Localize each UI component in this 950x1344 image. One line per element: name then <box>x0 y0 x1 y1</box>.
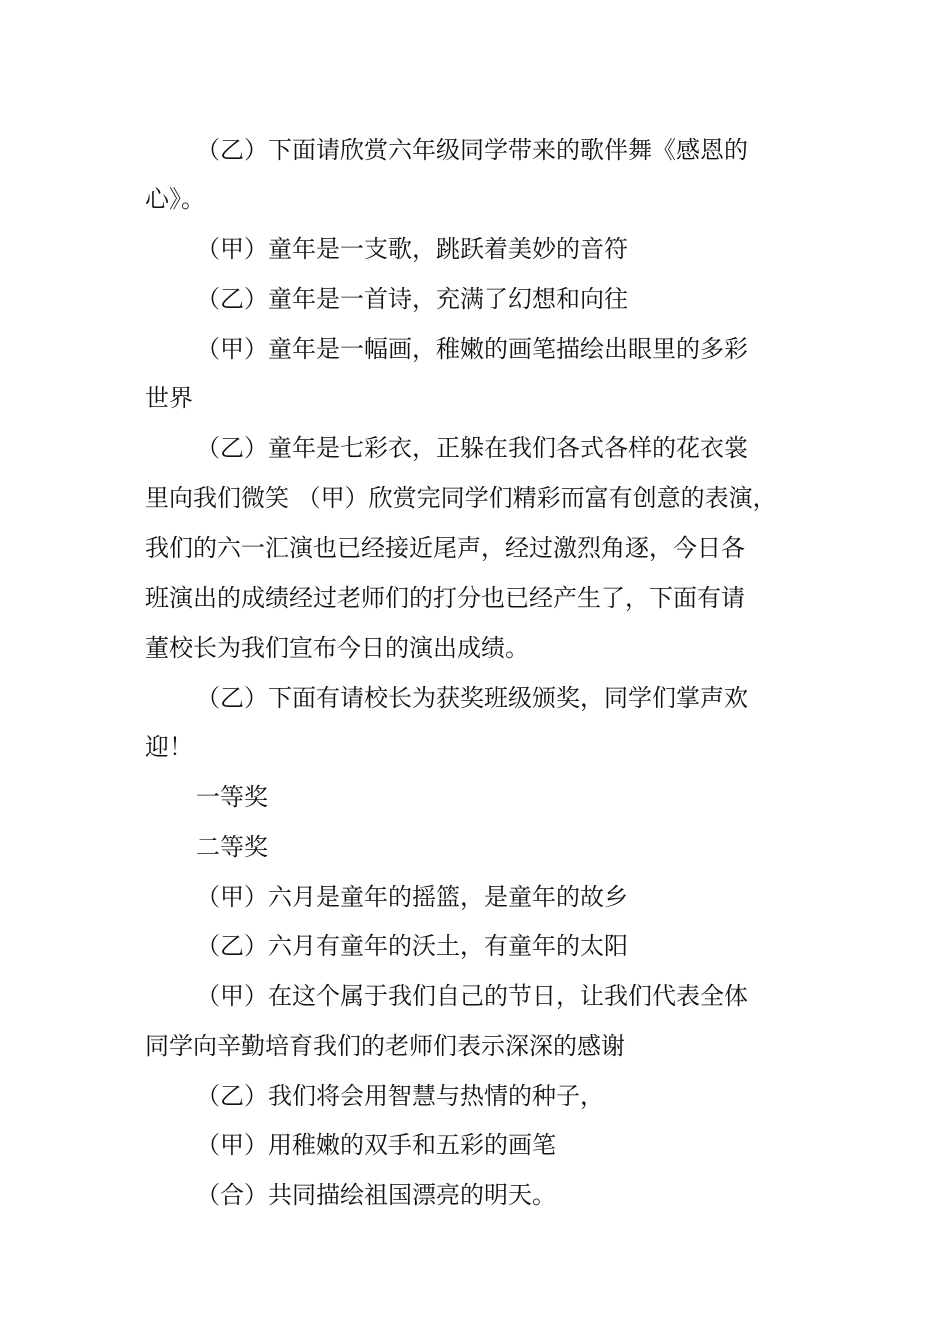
text-line: （乙）下面请欣赏六年级同学带来的歌伴舞《感恩的 <box>196 136 748 164</box>
text-line: （甲）童年是一幅画，稚嫩的画笔描绘出眼里的多彩 <box>196 335 748 363</box>
text-line: 班演出的成绩经过老师们的打分也已经产生了，下面有请 <box>145 584 745 612</box>
text-line: （甲）六月是童年的摇篮，是童年的故乡 <box>196 883 628 911</box>
text-line: 我们的六一汇演也已经接近尾声，经过激烈角逐，今日各 <box>145 534 745 562</box>
text-line: （乙）下面有请校长为获奖班级颁奖，同学们掌声欢 <box>196 684 748 712</box>
text-line: （甲）用稚嫩的双手和五彩的画笔 <box>196 1131 556 1159</box>
text-line: 董校长为我们宣布今日的演出成绩。 <box>145 634 529 662</box>
text-line: （乙）我们将会用智慧与热情的种子， <box>196 1082 604 1110</box>
text-line: （合）共同描绘祖国漂亮的明天。 <box>196 1181 556 1209</box>
text-line: 里向我们微笑 （甲）欣赏完同学们精彩而富有创意的表演， <box>145 484 777 512</box>
text-line: （乙）六月有童年的沃土，有童年的太阳 <box>196 932 628 960</box>
text-line: 同学向辛勤培育我们的老师们表示深深的感谢 <box>145 1032 625 1060</box>
text-line: （乙）童年是七彩衣，正躲在我们各式各样的花衣裳 <box>196 434 748 462</box>
text-line: 心》。 <box>145 185 205 213</box>
text-line: （乙）童年是一首诗，充满了幻想和向往 <box>196 285 628 313</box>
text-line: 迎！ <box>145 733 193 761</box>
text-line: （甲）童年是一支歌，跳跃着美妙的音符 <box>196 235 628 263</box>
text-line: 一等奖 <box>196 783 268 811</box>
text-line: 世界 <box>145 384 193 412</box>
text-line: 二等奖 <box>196 833 268 861</box>
text-line: （甲）在这个属于我们自己的节日，让我们代表全体 <box>196 982 748 1010</box>
